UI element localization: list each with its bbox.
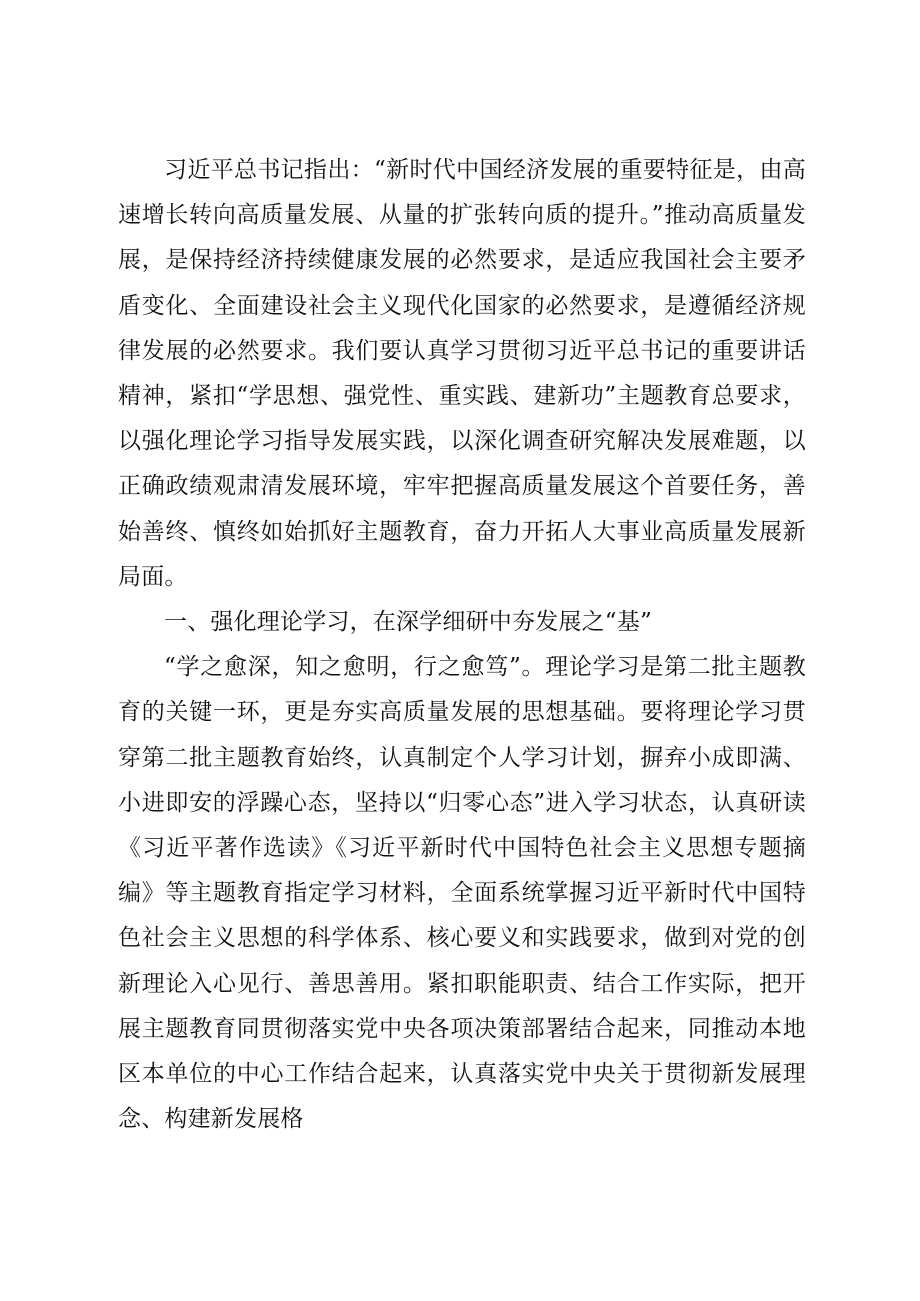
section-heading-1: 一、强化理论学习，在深学细研中夯发展之“基” — [164, 609, 652, 636]
section-1-paragraph: “学之愈深，知之愈明，行之愈笃”。理论学习是第二批主题教育的关键一环，更是夯实高质量发展的思想基础。要将理论学习贯穿第二批主题教育始终，认真制定个人学习计划，摒弃小成即满、小进即安的浮躁心态，坚持以“归零心态”进入学习状态，认真研读《习近平著作选读》《习近平新时代中国特色社会主义思想专题摘编》等主题教育指定学习材料，全面系统掌握习近平新时代中国特色社会主义思想的科学体系、核心要义和实践要求，做到对党的创新理论入心见行、善思善用。紧扣职能职责、结合工作实际，把开展主题教育同贯彻落实党中央各项决策部署结合起来，同推动本地区本单位的中心工作结合起来，认真落实党中央关于贯彻新发展理念、构建新发展格 — [118, 654, 806, 1133]
document-page — [118, 148, 806, 1142]
intro-paragraph: 习近平总书记指出：“新时代中国经济发展的重要特征是，由高速增长转向高质量发展、从量的扩张转向质的提升。”推动高质量发展，是保持经济持续健康发展的必然要求，是适应我国社会主要矛盾变化、全面建设社会主义现代化国家的必然要求，是遵循经济规律发展的必然要求。我们要认真学习贯彻习近平总书记的重要讲话精神，紧扣“学思想、强党性、重实践、建新功”主题教育总要求，以强化理论学习指导发展实践，以深化调查研究解决发展难题，以正确政绩观肃清发展环境，牢牢把握高质量发展这个首要任务，善始善终、慎终如始抓好主题教育，奋力开拓人大事业高质量发展新局面。 — [118, 157, 806, 590]
